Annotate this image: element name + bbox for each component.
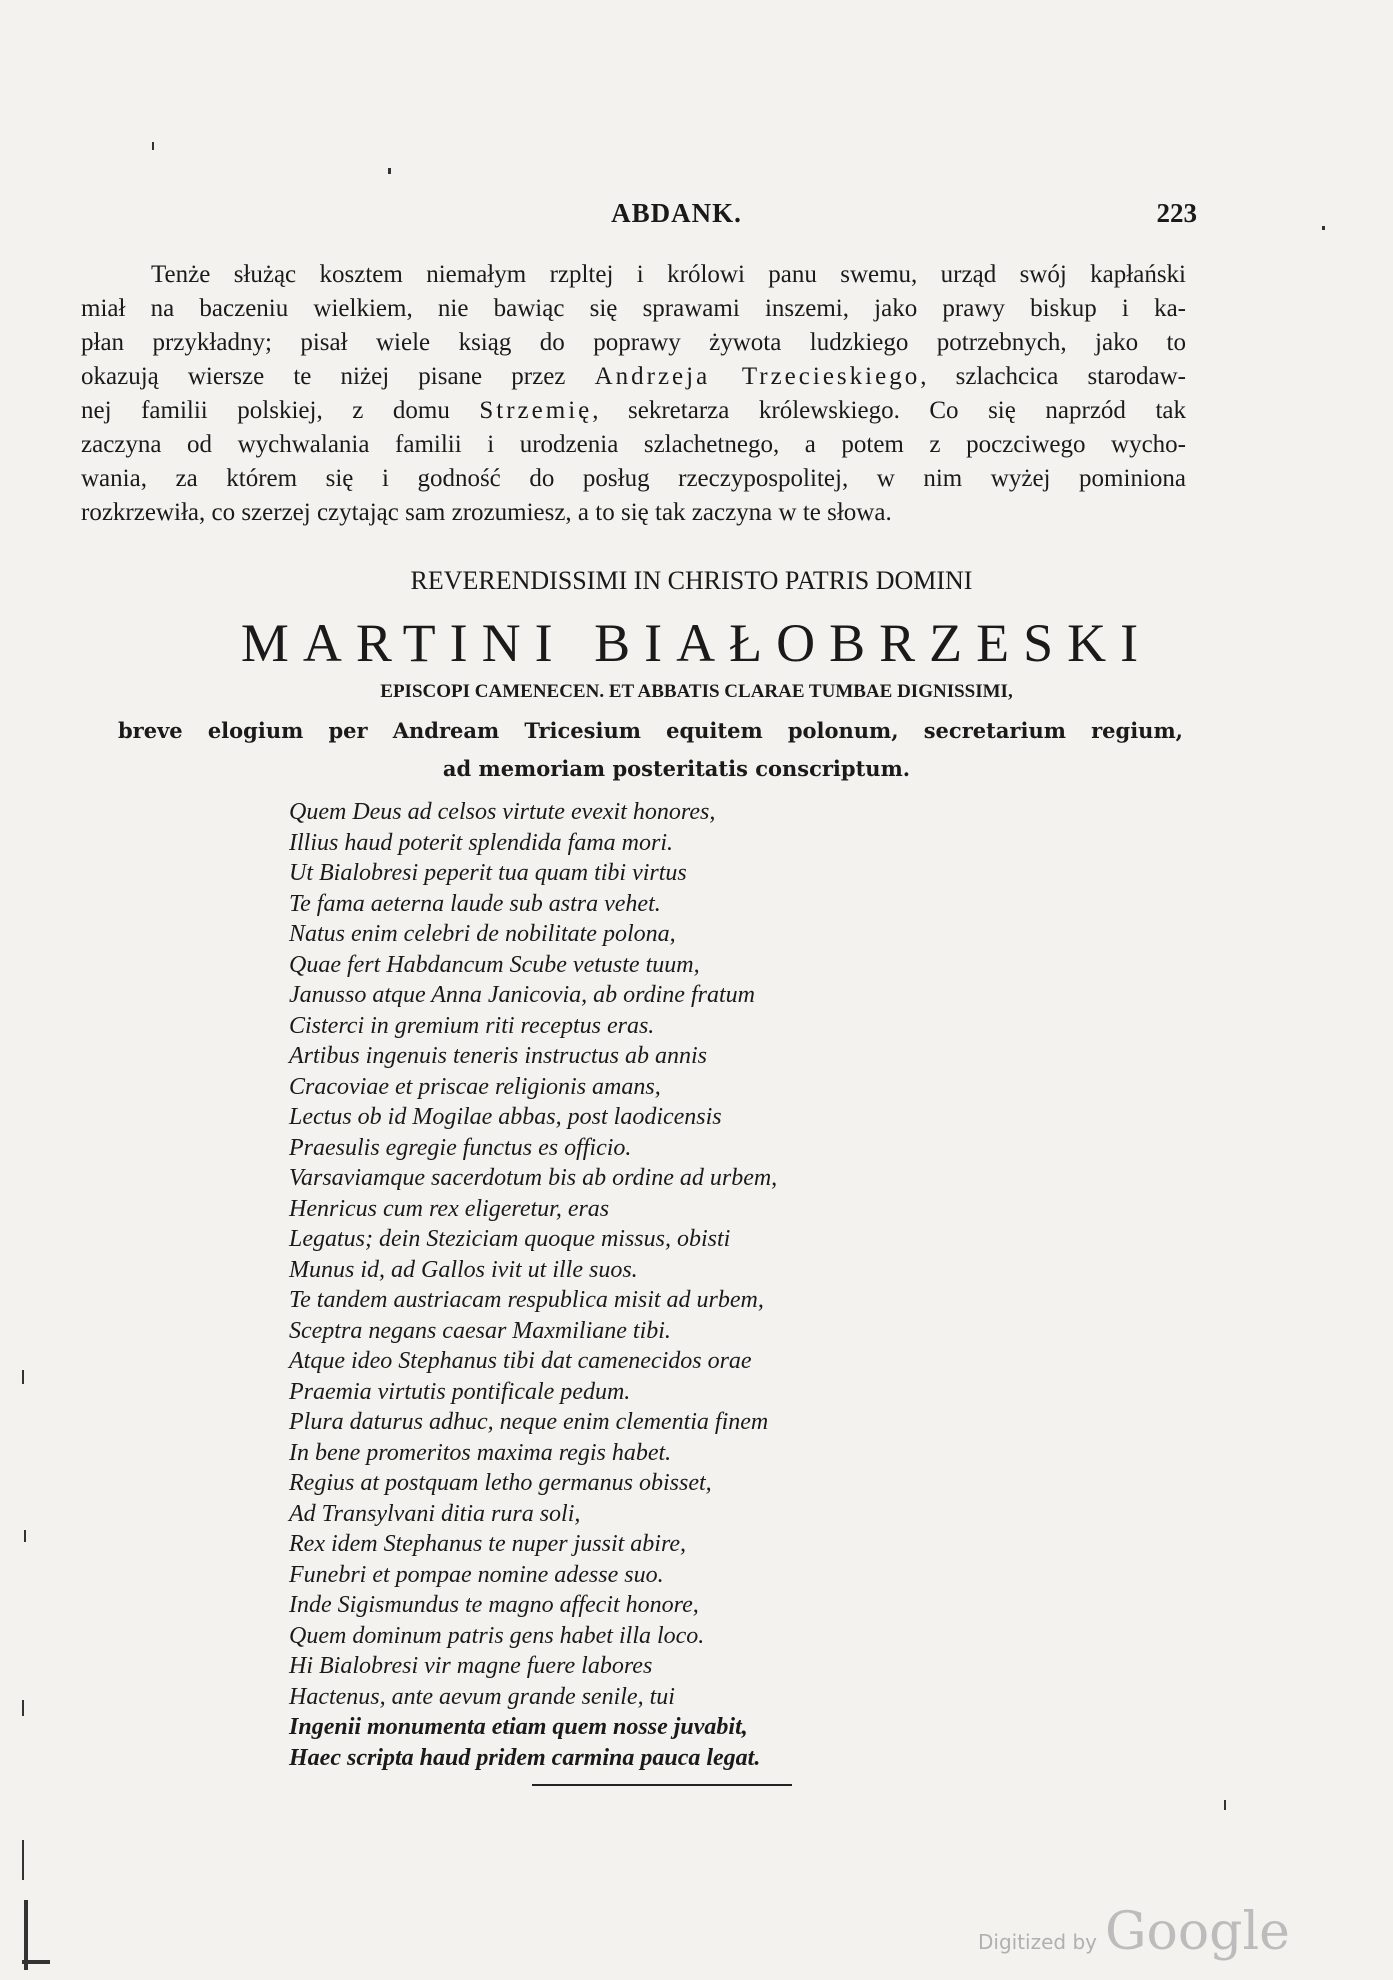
page-number: 223 — [1156, 198, 1197, 228]
poem-verse: Inde Sigismundus te magno affecit honore, — [289, 1592, 699, 1618]
latin-poem — [289, 797, 777, 1773]
closing-rule — [532, 1784, 792, 1786]
poem-verse: Artibus ingenuis teneris instructus ab annis — [289, 1043, 708, 1069]
scan-speck — [22, 1840, 24, 1880]
poem-verse: Hactenus, ante aevum grande senile, tui — [289, 1683, 675, 1710]
scan-speck — [388, 168, 391, 174]
poem-verse: Ut Bialobresi peperit tua quam tibi virtus — [289, 860, 687, 886]
elogium-line-1: breve elogium per Andream Tricesium equitem polonum, secretarium regium, — [118, 718, 1183, 743]
digitized-by-label: Digitized by — [978, 1930, 1097, 1954]
body-text-fragment: okazują wiersze te niżej pisane przez — [81, 363, 595, 390]
scan-speck — [24, 1530, 26, 1542]
scan-speck — [22, 1960, 50, 1964]
poem-verse: Praesulis egregie functus es officio. — [289, 1134, 632, 1161]
scan-speck — [22, 1370, 24, 1384]
poem-verse: Atque ideo Stephanus tibi dat camenecidos orae — [289, 1348, 752, 1374]
body-line: rozkrzewiła, co szerzej czytając sam zrozumiesz, a to się tak zaczyna w te słowa. — [81, 499, 892, 526]
poem-verse: Plura daturus adhuc, neque enim clementia finem — [289, 1409, 769, 1435]
poem-verse: Regius at postquam letho germanus obisset, — [289, 1470, 712, 1496]
body-line: zaczyna od wychwalania familii i urodzenia szlachetnego, a potem z poczciwego wycho- — [81, 431, 1186, 458]
poem-verse: Praemia virtutis pontificale pedum. — [289, 1378, 631, 1405]
body-line — [81, 394, 1186, 428]
poem-verse: Ingenii monumenta etiam quem nosse juvabit, — [289, 1714, 748, 1740]
poem-verse: Henricus cum rex eligeretur, eras — [289, 1195, 610, 1222]
body-text-fragment: , sekretarza królewskiego. Co się naprzód tak — [592, 397, 1186, 424]
scan-speck — [152, 142, 154, 150]
poem-verse: Legatus; dein Steziciam quoque missus, obisti — [289, 1226, 731, 1252]
poem-verse: Cisterci in gremium riti receptus eras. — [289, 1012, 655, 1039]
poem-verse: Varsaviamque sacerdotum bis ab ordine ad urbem, — [289, 1165, 778, 1191]
digitized-watermark — [978, 1902, 1290, 1962]
poem-verse: Natus enim celebri de nobilitate polona, — [289, 921, 676, 947]
scan-speck — [22, 1700, 24, 1716]
body-line: Tenże służąc kosztem niemałym rzpltej i królowi panu swemu, urząd swój kapłański — [151, 261, 1186, 288]
body-text-fragment: , szlachcica starodaw- — [920, 363, 1187, 390]
poem-verse: Quae fert Habdancum Scube vetuste tuum, — [289, 951, 700, 978]
google-logo: Google — [1105, 1902, 1290, 1962]
subtitle: EPISCOPI CAMENECEN. ET ABBATIS CLARAE TUMBAE DIGNISSIMI, — [380, 681, 1013, 702]
poem-verse: Hi Bialobresi vir magne fuere labores — [289, 1653, 653, 1679]
body-line — [81, 360, 1186, 394]
poem-verse: Munus id, ad Gallos ivit ut ille suos. — [289, 1256, 638, 1283]
body-line: płan przykładny; pisał wiele ksiąg do poprawy żywota ludzkiego potrzebnych, jako to — [81, 329, 1186, 356]
body-line: wania, za którem się i godność do posług rzeczypospolitej, w nim wyżej pominiona — [81, 465, 1186, 492]
poem-verse: Illius haud poterit splendida fama mori. — [289, 829, 673, 856]
elogium-line-2: ad memoriam posteritatis conscriptum. — [442, 756, 911, 781]
running-header-title: ABDANK. — [611, 198, 742, 228]
poem-verse: Funebri et pompae nomine adesse suo. — [289, 1561, 664, 1588]
poem-verse: Ad Transylvani ditia rura soli, — [289, 1500, 581, 1527]
poem-verse: Sceptra negans caesar Maxmiliane tibi. — [289, 1317, 671, 1344]
poem-verse: Lectus ob id Mogilae abbas, post laodicensis — [289, 1104, 722, 1130]
body-text-fragment: nej familii polskiej, z domu — [81, 397, 480, 424]
coat-of-arms-name-spaced: Strzemię — [479, 397, 593, 424]
scan-speck — [1322, 226, 1325, 230]
author-name-spaced: Andrzeja Trzecieskiego — [594, 363, 921, 390]
poem-verse: Te fama aeterna laude sub astra vehet. — [289, 890, 661, 917]
dedication-heading: REVERENDISSIMI IN CHRISTO PATRIS DOMINI — [410, 566, 973, 595]
poem-verse: Haec scripta haud pridem carmina pauca legat. — [289, 1744, 761, 1771]
poem-verse: Cracoviae et priscae religionis amans, — [289, 1073, 661, 1100]
poem-verse: Quem dominum patris gens habet illa loco. — [289, 1622, 705, 1649]
poem-verse: In bene promeritos maxima regis habet. — [289, 1439, 672, 1466]
poem-verse: Quem Deus ad celsos virtute evexit honores, — [289, 799, 716, 825]
body-line: miał na baczeniu wielkiem, nie bawiąc się sprawami inszemi, jako prawy biskup i ka- — [81, 295, 1186, 322]
poem-verse: Te tandem austriacam respublica misit ad urbem, — [289, 1287, 764, 1313]
scan-speck — [1224, 1800, 1226, 1810]
poem-verse: Janusso atque Anna Janicovia, ab ordine fratum — [289, 982, 755, 1008]
body-paragraph — [81, 258, 1186, 530]
poem-verse: Rex idem Stephanus te nuper jussit abire, — [289, 1531, 687, 1557]
name-title: MARTINI BIAŁOBRZESKI — [240, 613, 1153, 673]
